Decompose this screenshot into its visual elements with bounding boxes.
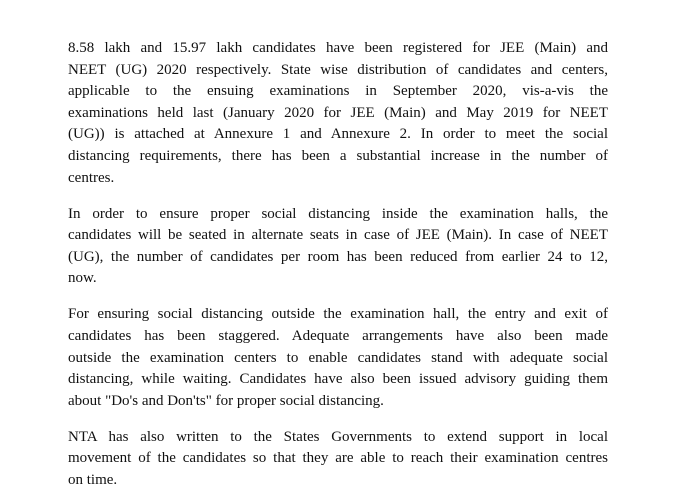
text-line: NEET (UG) 2020 respectively. State wise distribution of candidates and centers, <box>68 61 608 78</box>
text-line: candidates has been staggered. Adequate arrangements have also been made <box>68 327 608 344</box>
paragraph-registration <box>68 38 608 189</box>
text-line: on time. <box>68 471 118 488</box>
text-line: outside the examination centers to enable candidates stand with adequate social <box>68 349 608 366</box>
text-line: candidates will be seated in alternate seats in case of JEE (Main). In case of NEET <box>68 227 608 244</box>
text-line: distancing requirements, there has been a substantial increase in the number of <box>68 147 608 164</box>
document-page <box>68 38 608 491</box>
text-line: now. <box>68 270 97 287</box>
paragraph-outside-hall <box>68 304 608 412</box>
text-line: (UG)) is attached at Annexure 1 and Annexure 2. In order to meet the social <box>68 126 608 143</box>
text-line: examinations held last (January 2020 for JEE (Main) and May 2019 for NEET <box>68 104 608 121</box>
text-line: NTA has also written to the States Governments to extend support in local <box>68 428 608 445</box>
text-line: centres. <box>68 169 115 186</box>
text-line: 8.58 lakh and 15.97 lakh candidates have been registered for JEE (Main) and <box>68 40 608 56</box>
paragraph-state-support <box>68 427 608 491</box>
text-line: applicable to the ensuing examinations in September 2020, vis-a-vis the <box>68 83 608 100</box>
text-line: In order to ensure proper social distancing inside the examination halls, the <box>68 205 608 222</box>
text-line: movement of the candidates so that they are able to reach their examination centres <box>68 450 608 467</box>
text-line: about "Do's and Don'ts" for proper social distancing. <box>68 392 384 409</box>
text-line: (UG), the number of candidates per room has been reduced from earlier 24 to 12, <box>68 248 608 265</box>
text-line: distancing, while waiting. Candidates have also been issued advisory guiding them <box>68 371 608 388</box>
text-line: For ensuring social distancing outside the examination hall, the entry and exit of <box>68 306 608 323</box>
paragraph-seating <box>68 204 608 290</box>
